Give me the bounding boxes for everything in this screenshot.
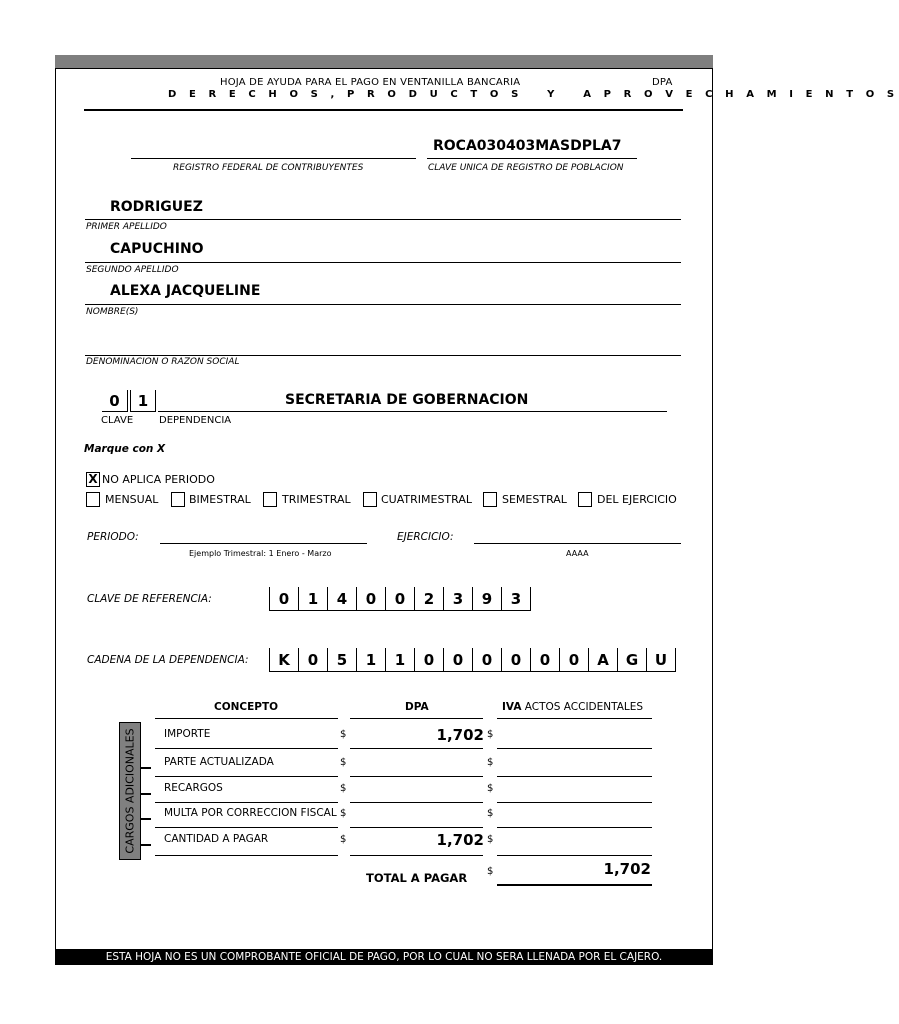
row-concept-line — [155, 827, 338, 828]
row-concept: IMPORTE — [164, 728, 211, 740]
row-dpa-currency: $ — [340, 808, 347, 819]
top-bar — [55, 55, 713, 69]
row-dpa-line — [350, 776, 483, 777]
chain-char: 0 — [559, 648, 588, 672]
names-value: ALEXA JACQUELINE — [110, 283, 261, 299]
concept-header-line — [155, 718, 338, 719]
second-surname-value: CAPUCHINO — [110, 241, 204, 257]
no-period-label: NO APLICA PERIODO — [102, 473, 215, 486]
curp-value: ROCA030403MASDPLA7 — [433, 138, 622, 154]
dependency-name-label: DEPENDENCIA — [159, 415, 232, 426]
chain-char: 1 — [385, 648, 414, 672]
period-hint: Ejemplo Trimestral: 1 Enero - Marzo — [189, 549, 332, 558]
row-dpa-line — [350, 855, 483, 856]
row-dpa-currency: $ — [340, 729, 347, 740]
dependency-key-digit: 1 — [130, 390, 156, 412]
reference-char: 9 — [472, 587, 501, 611]
row-dpa-line — [350, 748, 483, 749]
reference-char: 2 — [414, 587, 443, 611]
company-label: DENOMINACION O RAZON SOCIAL — [86, 357, 240, 367]
option-checkbox-ejercicio[interactable] — [578, 492, 592, 507]
second-surname-label: SEGUNDO APELLIDO — [86, 265, 179, 275]
col-dpa-header: DPA — [405, 701, 429, 713]
reference-char: 0 — [269, 587, 298, 611]
first-surname-value: RODRIGUEZ — [110, 199, 203, 215]
side-label: CARGOS ADICIONALES — [123, 728, 137, 854]
col-iva-header-bold: IVA — [502, 701, 522, 713]
row-iva-line — [497, 802, 652, 803]
reference-char: 0 — [356, 587, 385, 611]
row-dpa-currency: $ — [340, 834, 347, 845]
names-label: NOMBRE(S) — [86, 307, 139, 317]
row-concept-line — [155, 776, 338, 777]
reference-label: CLAVE DE REFERENCIA: — [87, 593, 212, 605]
row-concept-line — [155, 748, 338, 749]
form-tag: DPA — [652, 77, 673, 88]
option-checkbox-trimestral[interactable] — [263, 492, 277, 507]
mark-instruction: Marque con X — [84, 443, 166, 455]
first-surname-label: PRIMER APELLIDO — [86, 222, 167, 232]
dependency-key-label: CLAVE — [101, 415, 134, 426]
chain-char: U — [646, 648, 675, 672]
option-checkbox-cuatrimestral[interactable] — [363, 492, 377, 507]
total-label: TOTAL A PAGAR — [366, 871, 468, 885]
chain-char: 0 — [443, 648, 472, 672]
row-tick — [141, 767, 151, 769]
row-dpa-line — [350, 802, 483, 803]
chain-label: CADENA DE LA DEPENDENCIA: — [87, 654, 249, 666]
row-iva-line — [497, 827, 652, 828]
row-iva-currency: $ — [487, 834, 494, 845]
row-tick — [141, 818, 151, 820]
row-concept-line — [155, 802, 338, 803]
option-label-mensual: MENSUAL — [105, 493, 159, 506]
rfc-label: REGISTRO FEDERAL DE CONTRIBUYENTES — [173, 163, 364, 173]
row-dpa-currency: $ — [340, 783, 347, 794]
chain-char: 1 — [356, 648, 385, 672]
chain-char: 0 — [530, 648, 559, 672]
col-concept-header: CONCEPTO — [214, 701, 279, 713]
row-tick — [141, 793, 151, 795]
row-iva-currency: $ — [487, 783, 494, 794]
total-line — [497, 884, 652, 886]
chain-char: A — [588, 648, 617, 672]
dependency-name: SECRETARIA DE GOBERNACION — [285, 392, 529, 408]
form-title: HOJA DE AYUDA PARA EL PAGO EN VENTANILLA BANCARIA — [220, 77, 521, 88]
row-dpa-currency: $ — [340, 757, 347, 768]
row-tick — [141, 844, 151, 846]
reference-char: 3 — [443, 587, 472, 611]
row-dpa-line — [350, 827, 483, 828]
row-iva-currency: $ — [487, 808, 494, 819]
form-sheet — [55, 55, 713, 965]
row-dpa-value: 1,702 — [436, 726, 484, 744]
footer-notice: ESTA HOJA NO ES UN COMPROBANTE OFICIAL DE PAGO, POR LO CUAL NO SERA LLENADA POR EL CAJERO. — [55, 949, 713, 965]
option-label-ejercicio: DEL EJERCICIO — [597, 493, 677, 506]
row-iva-currency: $ — [487, 729, 494, 740]
first-surname-line — [85, 219, 681, 220]
chain-char-end — [675, 648, 676, 672]
chain-char: 5 — [327, 648, 356, 672]
row-concept: MULTA POR CORRECCION FISCAL — [164, 807, 337, 819]
option-label-cuatrimestral: CUATRIMESTRAL — [381, 493, 473, 506]
chain-char: 0 — [414, 648, 443, 672]
option-label-semestral: SEMESTRAL — [502, 493, 567, 506]
dependency-key-digit: 0 — [102, 390, 128, 412]
total-currency: $ — [487, 866, 494, 877]
no-period-checkbox[interactable]: X — [86, 472, 100, 487]
dpa-header-line — [350, 718, 483, 719]
header-rule — [84, 109, 683, 111]
row-concept-line — [155, 855, 338, 856]
reference-char: 3 — [501, 587, 530, 611]
form-subtitle: D E R E C H O S , P R O D U C T O S Y A P R O V E C H A M I E N T O S — [168, 89, 899, 100]
curp-line — [427, 158, 637, 159]
row-dpa-value: 1,702 — [436, 831, 484, 849]
option-checkbox-bimestral[interactable] — [171, 492, 185, 507]
second-surname-line — [85, 262, 681, 263]
option-checkbox-mensual[interactable] — [86, 492, 100, 507]
chain-char: G — [617, 648, 646, 672]
row-concept: CANTIDAD A PAGAR — [164, 833, 269, 845]
period-line[interactable] — [160, 543, 367, 544]
chain-char: K — [269, 648, 298, 672]
curp-label: CLAVE UNICA DE REGISTRO DE POBLACION — [428, 163, 624, 173]
company-line — [85, 355, 681, 356]
row-iva-line — [497, 748, 652, 749]
chain-char: 0 — [298, 648, 327, 672]
col-iva-header-rest: ACTOS ACCIDENTALES — [521, 701, 644, 713]
row-iva-currency: $ — [487, 757, 494, 768]
dependency-line — [158, 411, 667, 412]
period-label: PERIODO: — [87, 531, 139, 543]
rfc-line — [131, 158, 416, 159]
reference-char: 1 — [298, 587, 327, 611]
row-iva-line — [497, 855, 652, 856]
row-iva-line — [497, 776, 652, 777]
iva-header-line — [497, 718, 652, 719]
reference-char-end — [530, 587, 531, 611]
side-label-box — [119, 722, 141, 860]
year-hint: AAAA — [566, 549, 589, 558]
row-concept: RECARGOS — [164, 782, 223, 794]
total-value: 1,702 — [603, 860, 651, 878]
option-label-trimestral: TRIMESTRAL — [282, 493, 351, 506]
reference-char: 4 — [327, 587, 356, 611]
option-label-bimestral: BIMESTRAL — [189, 493, 251, 506]
names-line — [85, 304, 681, 305]
year-line[interactable] — [474, 543, 681, 544]
chain-char: 0 — [472, 648, 501, 672]
year-label: EJERCICIO: — [397, 531, 454, 543]
chain-char: 0 — [501, 648, 530, 672]
reference-char: 0 — [385, 587, 414, 611]
col-iva-header — [502, 701, 643, 713]
row-concept: PARTE ACTUALIZADA — [164, 756, 274, 768]
option-checkbox-semestral[interactable] — [483, 492, 497, 507]
